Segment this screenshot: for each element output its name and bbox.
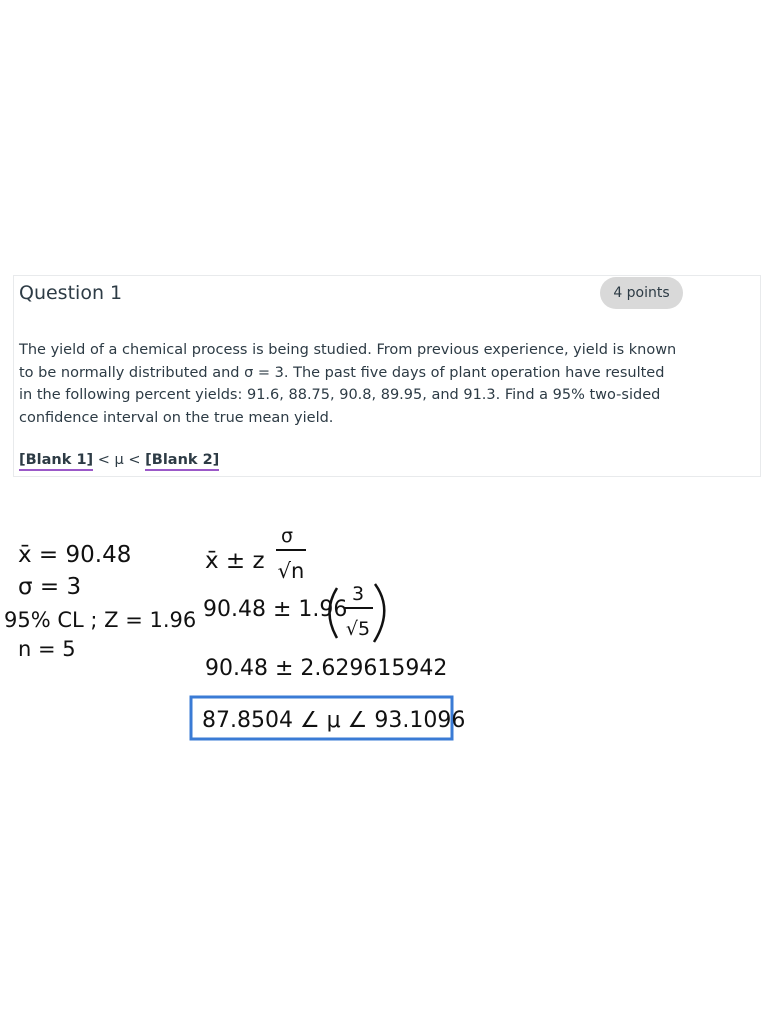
hw-xbar: x̄ = 90.48 <box>18 542 132 568</box>
hw-substitution-numerator: 3 <box>351 583 365 605</box>
hw-formula-left: x̄ ± z <box>205 548 265 574</box>
hw-substitution-left: 90.48 ± 1.96 <box>203 597 348 622</box>
hw-close-paren <box>374 584 384 642</box>
question-body <box>19 339 689 429</box>
inequality-text: < μ < <box>93 452 146 468</box>
question-body-line: The yield of a chemical process is being studied. From previous experience, yield is known <box>19 342 677 358</box>
question-title: Question 1 <box>19 282 123 304</box>
hw-sigma: σ = 3 <box>18 574 82 600</box>
hw-formula-denominator: √n <box>277 559 305 583</box>
hw-substitution-denominator: √5 <box>345 618 371 640</box>
hw-margin: 90.48 ± 2.629615942 <box>205 656 448 681</box>
question-body-line: to be normally distributed and σ = 3. The past five days of plant operation have resulted <box>19 364 665 381</box>
blank-inequality <box>19 452 219 468</box>
points-badge: 4 points <box>600 277 683 309</box>
question-body-line: in the following percent yields: 91.6, 88.75, 90.8, 89.95, and 91.3. Find a 95% two-sided <box>19 387 661 403</box>
hw-formula-numerator: σ <box>280 525 294 547</box>
hw-n: n = 5 <box>18 637 76 661</box>
handwritten-solution <box>0 520 768 750</box>
blank-1-input[interactable]: [Blank 1] <box>19 452 93 471</box>
hw-confidence-level: 95% CL ; Z = 1.96 <box>4 608 197 632</box>
question-card <box>13 275 761 477</box>
blank-2-input[interactable]: [Blank 2] <box>145 452 219 471</box>
hw-answer: 87.8504 ∠ μ ∠ 93.1096 <box>202 708 466 733</box>
question-body-line: confidence interval on the true mean yield. <box>19 409 334 426</box>
